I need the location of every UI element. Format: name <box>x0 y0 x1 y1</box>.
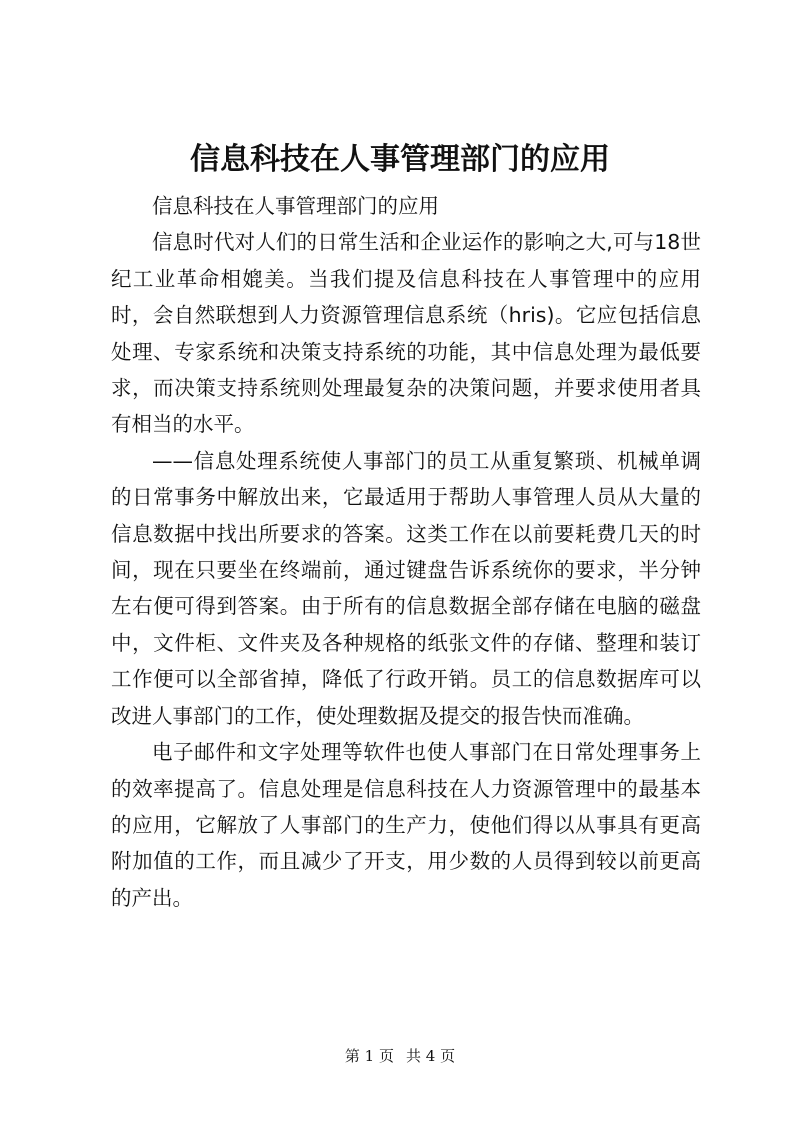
document-body <box>111 188 701 916</box>
paragraph: ——信息处理系统使人事部门的员工从重复繁琐、机械单调的日常事务中解放出来，它最适用于帮助人事管理人员从大量的信息数据中找出所要求的答案。这类工作在以前要耗费几天的时间，现在只要坐在终端前，通过键盘告诉系统你的要求，半分钟左右便可得到答案。由于所有的信息数据全部存储在电脑的磁盘中，文件柜、文件夹及各种规格的纸张文件的存储、整理和装订工作便可以全部省掉，降低了行政开销。员工的信息数据库可以改进人事部门的工作，使处理数据及提交的报告快而准确。 <box>111 448 701 728</box>
paragraph: 信息时代对人们的日常生活和企业运作的影响之大,可与18世纪工业革命相媲美。当我们提及信息科技在人事管理中的应用时，会自然联想到人力资源管理信息系统（hris)。它应包括信息处理、专家系统和决策支持系统的功能，其中信息处理为最低要求，而决策支持系统则处理最复杂的决策问题，并要求使用者具有相当的水平。 <box>111 230 701 437</box>
page-footer <box>0 1046 800 1066</box>
document-title: 信息科技在人事管理部门的应用 <box>190 142 610 177</box>
page-total: 共 4 页 <box>406 1047 456 1065</box>
paragraph-subtitle: 信息科技在人事管理部门的应用 <box>152 194 439 218</box>
paragraph: 电子邮件和文字处理等软件也使人事部门在日常处理事务上的效率提高了。信息处理是信息科技在人力资源管理中的最基本的应用，它解放了人事部门的生产力，使他们得以从事具有更高附加值的工作，而且减少了开支，用少数的人员得到较以前更高的产出。 <box>111 740 701 910</box>
page-number: 第 1 页 <box>344 1047 394 1065</box>
